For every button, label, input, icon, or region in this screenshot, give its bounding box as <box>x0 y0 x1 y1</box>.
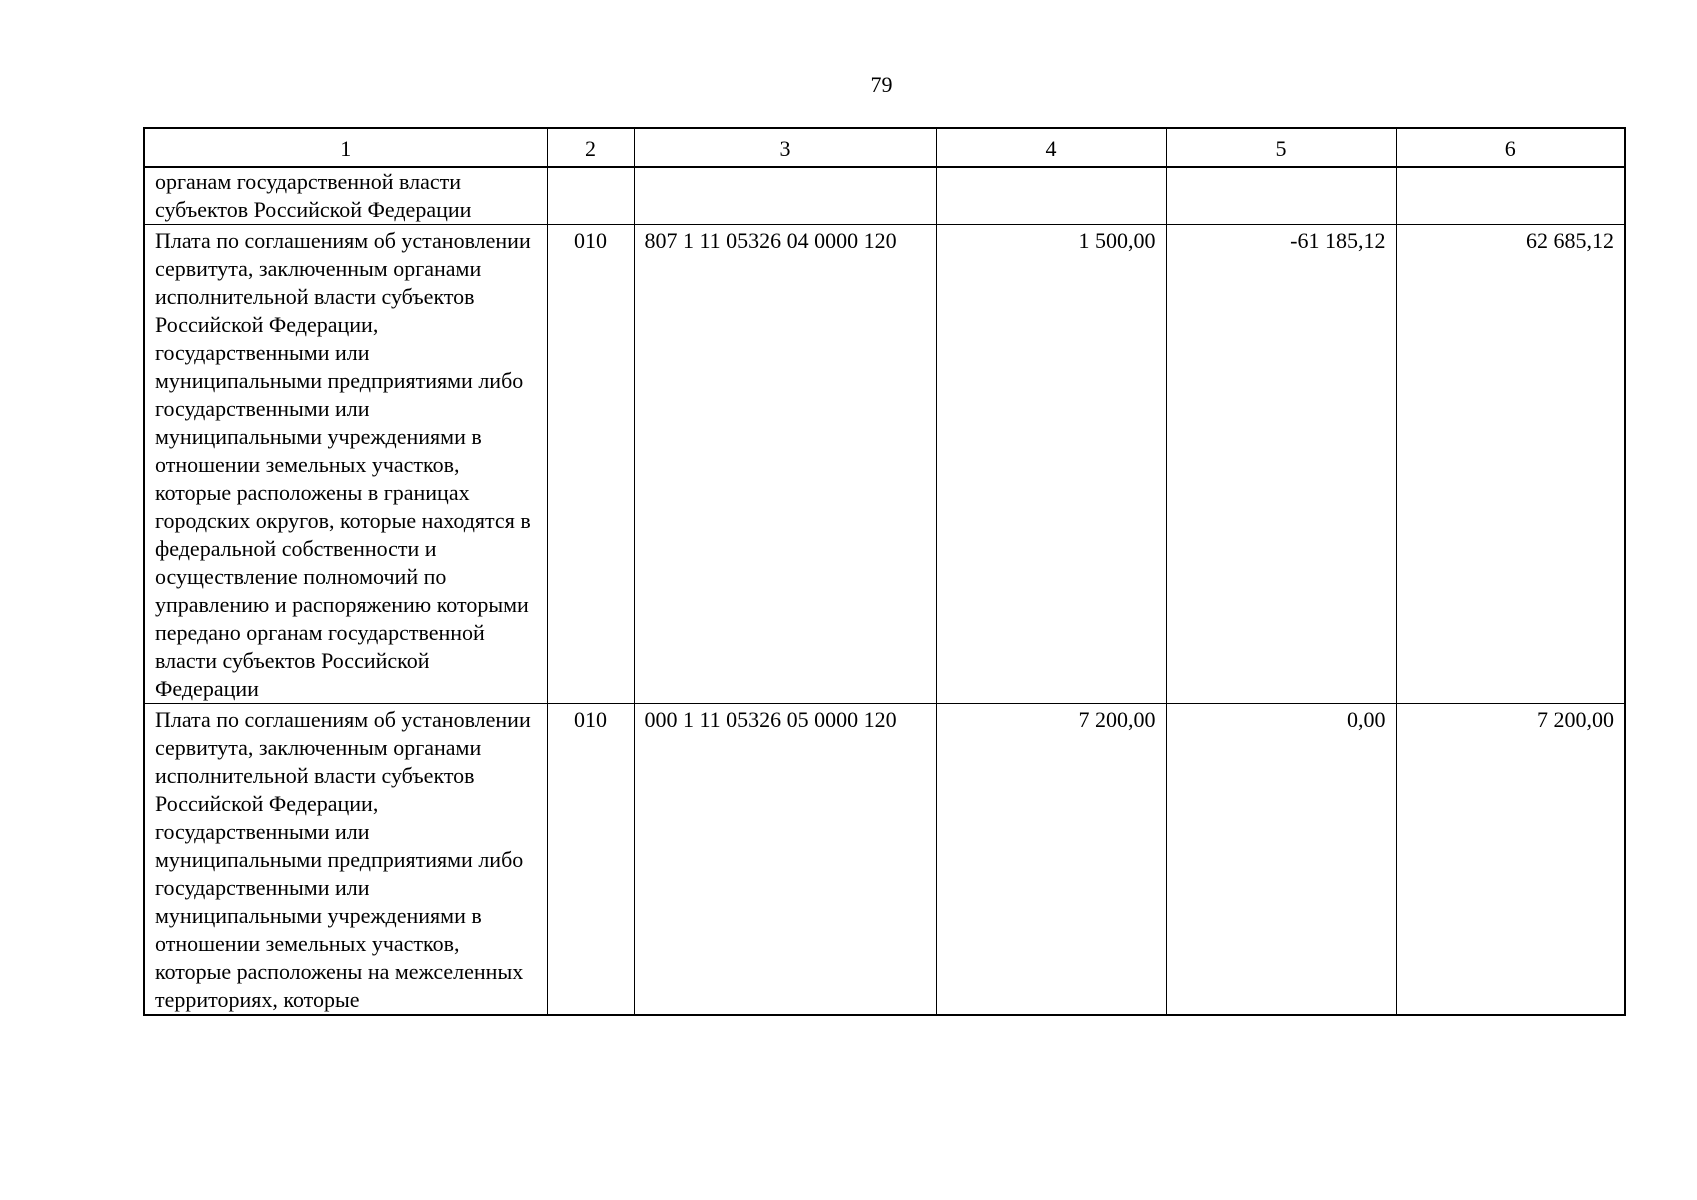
row-kbk-cell: 000 1 11 05326 05 0000 120 <box>634 704 936 1016</box>
header-col-5: 5 <box>1166 128 1396 167</box>
row-col5-cell <box>1166 167 1396 225</box>
row-col6-cell: 62 685,12 <box>1396 225 1625 704</box>
page-number: 79 <box>870 72 893 97</box>
header-col-4: 4 <box>936 128 1166 167</box>
budget-table <box>143 127 1626 1016</box>
row-kbk-cell: 807 1 11 05326 04 0000 120 <box>634 225 936 704</box>
table-header <box>144 128 1625 167</box>
table-row <box>144 225 1625 704</box>
header-col-6: 6 <box>1396 128 1625 167</box>
row-name-cell: Плата по соглашениям об установлении сервитута, заключенным органами исполнительной власти субъектов Российской Федерации, государственными или муниципальными предприятиями либо государственными или муниципальными учреждениями в отношении земельных участков, которые расположены на межселенных территориях, которые <box>144 704 547 1016</box>
row-col6-cell <box>1396 167 1625 225</box>
row-col5-cell: -61 185,12 <box>1166 225 1396 704</box>
header-row <box>144 128 1625 167</box>
row-code-cell <box>547 167 634 225</box>
row-code-cell: 010 <box>547 704 634 1016</box>
row-code-cell: 010 <box>547 225 634 704</box>
header-col-1: 1 <box>144 128 547 167</box>
row-col4-cell: 7 200,00 <box>936 704 1166 1016</box>
header-col-3: 3 <box>634 128 936 167</box>
row-name-cell: Плата по соглашениям об установлении сервитута, заключенным органами исполнительной власти субъектов Российской Федерации, государственными или муниципальными предприятиями либо государственными или муниципальными учреждениями в отношении земельных участков, которые расположены в границах городских округов, которые находятся в федеральной собственности и осуществление полномочий по управлению и распоряжению которыми передано органам государственной власти субъектов Российской Федерации <box>144 225 547 704</box>
row-col5-cell: 0,00 <box>1166 704 1396 1016</box>
row-col4-cell <box>936 167 1166 225</box>
table-body <box>144 167 1625 1015</box>
table-row <box>144 167 1625 225</box>
row-kbk-cell <box>634 167 936 225</box>
table-row <box>144 704 1625 1016</box>
header-col-2: 2 <box>547 128 634 167</box>
row-name-cell: органам государственной власти субъектов Российской Федерации <box>144 167 547 225</box>
row-col6-cell: 7 200,00 <box>1396 704 1625 1016</box>
row-col4-cell: 1 500,00 <box>936 225 1166 704</box>
